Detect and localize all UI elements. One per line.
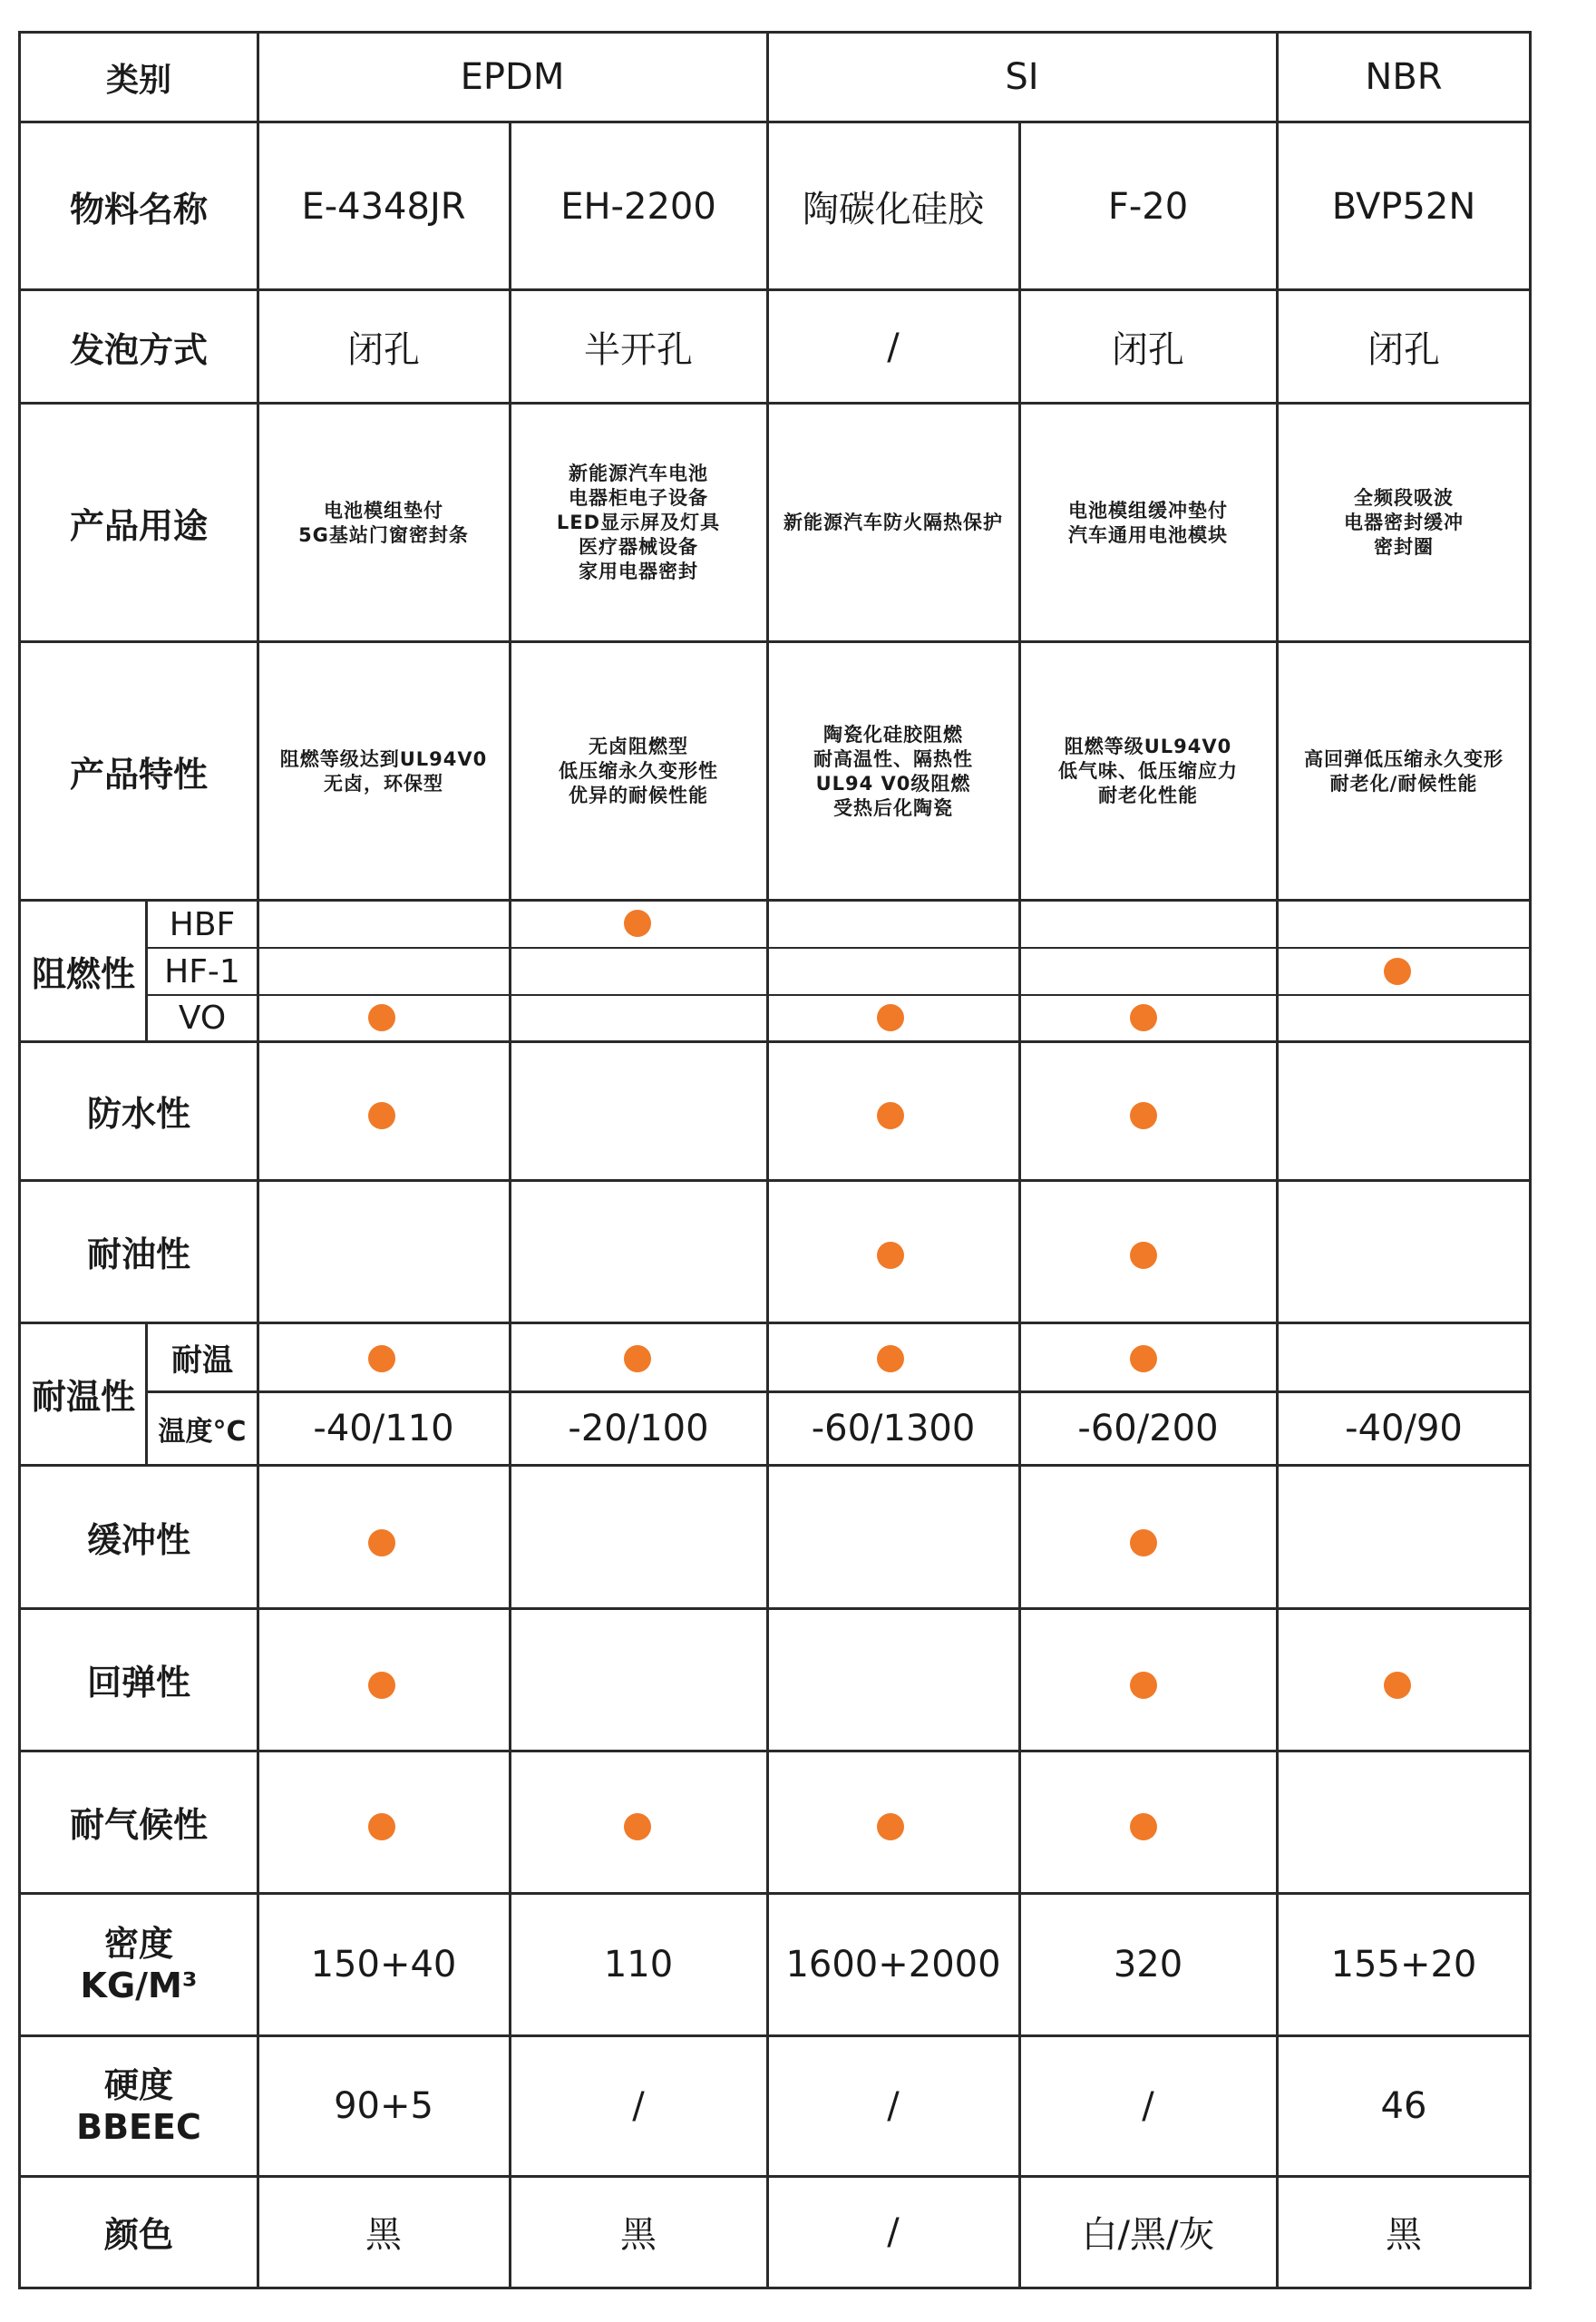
features-value: 高回弹低压缩永久变形 耐老化/耐候性能 (1304, 747, 1504, 795)
indicator-dot (368, 1345, 395, 1372)
usage-value: 新能源汽车电池 电器柜电子设备 LED显示屏及灯具 医疗器械设备 家用电器密封 (556, 463, 721, 582)
indicator-dot (1130, 1813, 1157, 1840)
indicator-dot (1384, 1672, 1411, 1699)
header-category-label: 类别 (105, 61, 171, 99)
indicator-dot (877, 1345, 904, 1372)
sublabel-vo: VO (178, 1000, 227, 1037)
indicator-dot (877, 1102, 904, 1129)
density-value: 155+20 (1330, 1943, 1477, 1985)
row-label-cushion: 缓冲性 (86, 1519, 190, 1560)
material-name: BVP52N (1331, 185, 1476, 228)
sublabel-hf1: HF-1 (164, 952, 240, 990)
grid-line (257, 31, 259, 2289)
density-value: 320 (1113, 1943, 1183, 1985)
color-value: 白/黑/灰 (1081, 2214, 1215, 2256)
row-label-hardness: 硬度 BBEEC (76, 2064, 201, 2147)
features-value: 阻燃等级达到UL94V0 无卤，环保型 (279, 747, 488, 795)
temp-range-value: -40/90 (1345, 1407, 1463, 1449)
grid-line (145, 1322, 148, 1467)
foam-value: 半开孔 (584, 329, 693, 371)
grid-line (145, 899, 148, 1043)
grid-line (1529, 31, 1532, 2289)
grid-line (18, 31, 1532, 34)
usage-value: 全频段吸波 电器密封缓冲 密封圈 (1344, 487, 1464, 558)
material-name: E-4348JR (301, 185, 466, 228)
grid-line (18, 1040, 1532, 1043)
grid-line (18, 1607, 1532, 1610)
grid-line (18, 2287, 1532, 2289)
indicator-dot (877, 1242, 904, 1269)
grid-line (1276, 31, 1279, 2289)
indicator-dot (368, 1004, 395, 1031)
grid-line (145, 1390, 1532, 1393)
hardness-value: 46 (1380, 2084, 1427, 2127)
material-name: F-20 (1107, 185, 1189, 228)
row-label-flame: 阻燃性 (31, 954, 135, 994)
material-name: EH-2200 (560, 185, 716, 228)
color-value: 黑 (620, 2214, 657, 2256)
temp-range-value: -60/200 (1077, 1407, 1219, 1449)
features-value: 阻燃等级UL94V0 低气味、低压缩应力 耐老化性能 (1058, 736, 1238, 806)
grid-line (145, 947, 1532, 949)
grid-line (18, 402, 1532, 405)
grid-line (1018, 121, 1021, 2289)
features-value: 无卤阻燃型 低压缩永久变形性 优异的耐候性能 (559, 736, 718, 806)
row-label-usage: 产品用途 (69, 506, 208, 546)
header-group-si: SI (1005, 56, 1039, 98)
sublabel-temp-range: 温度°C (158, 1415, 247, 1448)
row-label-rebound: 回弹性 (86, 1663, 190, 1702)
density-value: 150+40 (310, 1943, 457, 1985)
hardness-value: 90+5 (334, 2084, 433, 2127)
indicator-dot (1130, 1529, 1157, 1556)
indicator-dot (368, 1102, 395, 1129)
indicator-dot (624, 1813, 651, 1840)
color-value: / (887, 2210, 900, 2253)
indicator-dot (1384, 958, 1411, 985)
color-value: 黑 (1386, 2214, 1422, 2256)
foam-value: 闭孔 (347, 329, 420, 371)
usage-value: 电池模组垫付 5G基站门窗密封条 (298, 499, 469, 546)
grid-line (766, 31, 769, 2289)
indicator-dot (1130, 1672, 1157, 1699)
grid-line (18, 1750, 1532, 1752)
color-value: 黑 (365, 2214, 402, 2256)
indicator-dot (624, 1345, 651, 1372)
row-label-temp: 耐温性 (31, 1377, 135, 1417)
grid-line (145, 994, 1532, 996)
grid-line (18, 640, 1532, 643)
indicator-dot (1130, 1102, 1157, 1129)
row-label-oil: 耐油性 (86, 1234, 190, 1274)
header-group-epdm: EPDM (460, 56, 565, 98)
row-label-waterproof: 防水性 (86, 1094, 190, 1134)
foam-value: 闭孔 (1367, 329, 1440, 371)
indicator-dot (368, 1672, 395, 1699)
indicator-dot (1130, 1242, 1157, 1269)
row-label-color: 颜色 (103, 2215, 173, 2255)
sublabel-temp-resist: 耐温 (171, 1341, 233, 1379)
grid-line (18, 288, 1532, 291)
indicator-dot (877, 1004, 904, 1031)
row-label-material: 物料名称 (69, 190, 208, 229)
hardness-value: / (1142, 2084, 1154, 2127)
header-group-nbr: NBR (1365, 56, 1443, 98)
grid-line (18, 1464, 1532, 1467)
indicator-dot (624, 910, 651, 937)
grid-line (18, 31, 21, 2289)
grid-line (509, 121, 511, 2289)
row-label-weather: 耐气候性 (69, 1805, 208, 1845)
grid-line (18, 2175, 1532, 2178)
density-value: 1600+2000 (785, 1943, 1001, 1985)
grid-line (18, 121, 1532, 123)
sublabel-hbf: HBF (169, 905, 236, 943)
grid-line (18, 1322, 1532, 1324)
foam-value: 闭孔 (1112, 329, 1184, 371)
usage-value: 电池模组缓冲垫付 汽车通用电池模块 (1068, 499, 1228, 546)
hardness-value: / (632, 2084, 645, 2127)
usage-value: 新能源汽车防火隔热保护 (783, 512, 1003, 533)
indicator-dot (1130, 1345, 1157, 1372)
indicator-dot (368, 1813, 395, 1840)
foam-value: / (887, 326, 900, 368)
grid-line (18, 2034, 1532, 2037)
indicator-dot (877, 1813, 904, 1840)
grid-line (18, 1179, 1532, 1182)
indicator-dot (1130, 1004, 1157, 1031)
hardness-value: / (887, 2084, 900, 2127)
features-value: 陶瓷化硅胶阻燃 耐高温性、隔热性 UL94 V0级阻燃 受热后化陶瓷 (813, 723, 973, 819)
row-label-foam: 发泡方式 (69, 330, 208, 370)
material-name: 陶碳化硅胶 (803, 189, 984, 230)
indicator-dot (368, 1529, 395, 1556)
grid-line (18, 899, 1532, 902)
density-value: 110 (603, 1943, 674, 1985)
temp-range-value: -60/1300 (811, 1407, 976, 1449)
temp-range-value: -40/110 (313, 1407, 454, 1449)
row-label-density: 密度 KG/M³ (80, 1923, 198, 2005)
temp-range-value: -20/100 (568, 1407, 709, 1449)
grid-line (18, 1892, 1532, 1895)
row-label-features: 产品特性 (69, 755, 208, 795)
